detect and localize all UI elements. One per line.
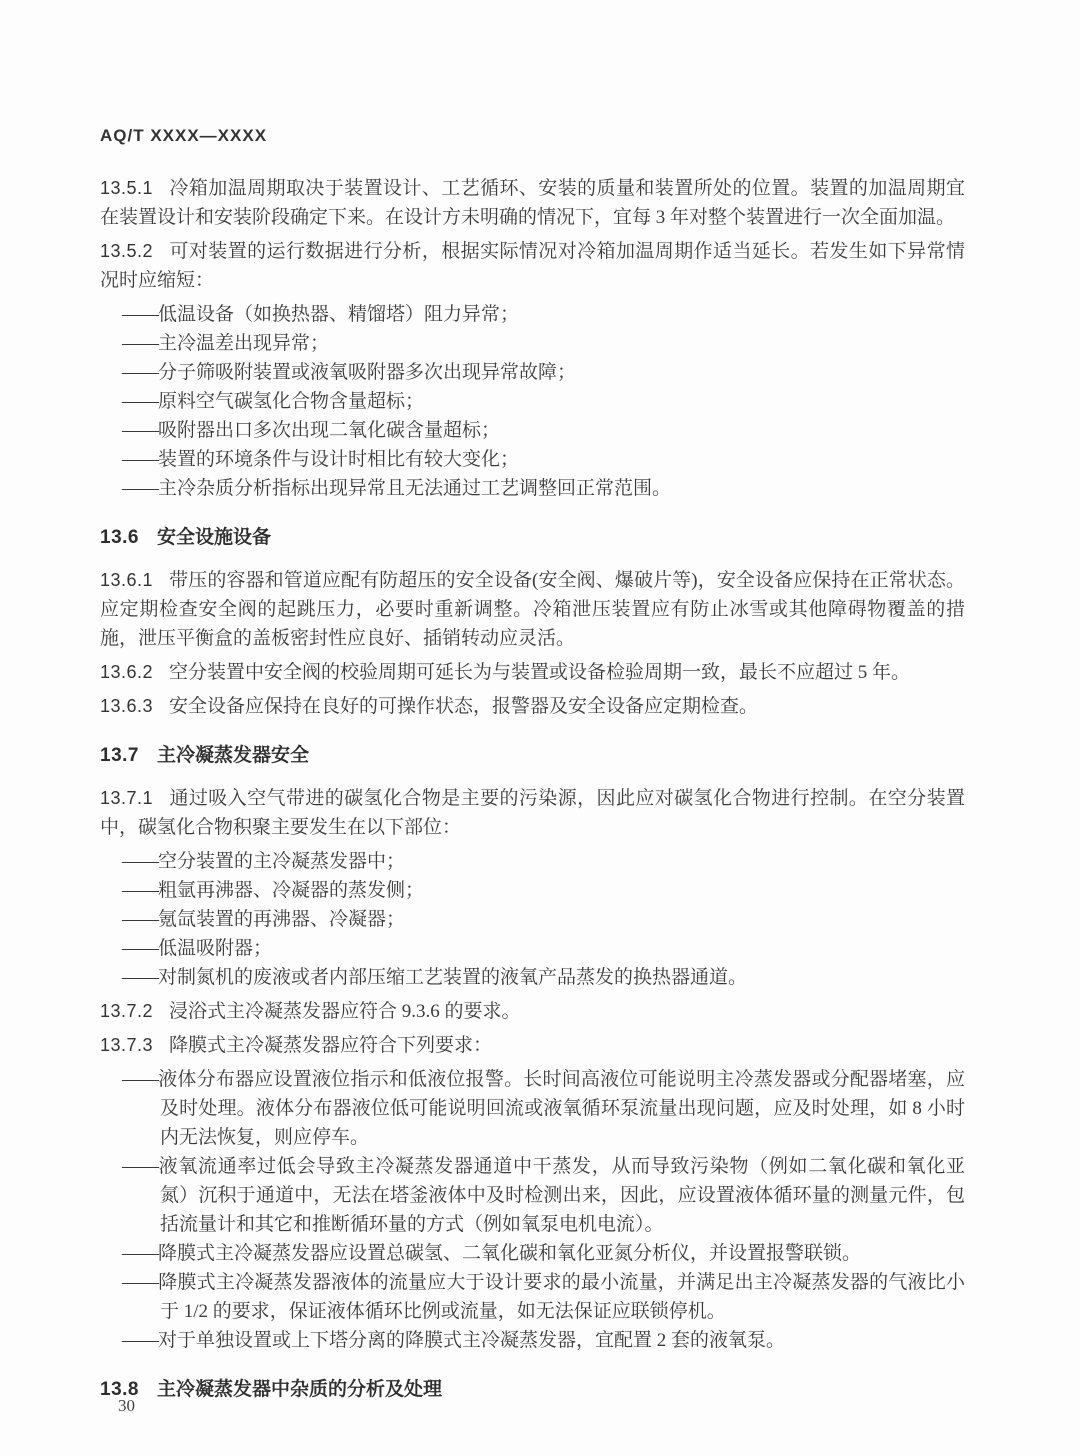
list-item-text: 对制氮机的废液或者内部压缩工艺装置的液氧产品蒸发的换热器通道。 xyxy=(158,967,748,988)
list-item xyxy=(100,934,965,963)
list-item xyxy=(100,1239,965,1268)
list-item-text: 空分装置的主冷凝蒸发器中； xyxy=(158,851,406,872)
list-dash: —— xyxy=(122,449,158,470)
document-body xyxy=(100,174,965,1404)
clause-number: 13.6.3 xyxy=(100,696,154,716)
list-dash: —— xyxy=(122,967,158,988)
list-dash: —— xyxy=(122,391,158,412)
running-header: AQ/T XXXX—XXXX xyxy=(100,126,268,145)
list-item xyxy=(100,905,965,934)
list-item xyxy=(100,300,965,329)
clause-text: 降膜式主冷凝蒸发器应符合下列要求： xyxy=(169,1035,493,1056)
clause-number: 13.5.1 xyxy=(100,178,154,198)
list-item-text: 吸附器出口多次出现二氧化碳含量超标； xyxy=(158,420,501,441)
list-dash: —— xyxy=(122,1069,158,1090)
list-item-text: 降膜式主冷凝蒸发器液体的流量应大于设计要求的最小流量，并满足出主冷凝蒸发器的气液比小于 1/2 的要求，保证液体循环比例或流量，如无法保证应联锁停机。 xyxy=(158,1272,965,1322)
list-item-text: 主冷温差出现异常； xyxy=(158,333,330,354)
clause-text: 冷箱加温周期取决于装置设计、工艺循环、安装的质量和装置所处的位置。装置的加温周期宜在装置设计和安装阶段确定下来。在设计方未明确的情况下，宜每 3 年对整个装置进行一次全面加温。 xyxy=(100,178,965,228)
list-dash: —— xyxy=(122,1330,158,1351)
clause-text: 安全设备应保持在良好的可操作状态，报警器及安全设备应定期检查。 xyxy=(169,696,759,717)
page-number: 30 xyxy=(118,1396,135,1415)
list-item xyxy=(100,847,965,876)
section-title: 安全设施设备 xyxy=(156,527,271,548)
list-item-text: 原料空气碳氢化合物含量超标； xyxy=(158,391,425,412)
section-number: 13.6 xyxy=(100,527,139,548)
list-item-text: 低温设备（如换热器、精馏塔）阻力异常； xyxy=(158,304,520,325)
list-item-text: 氪氙装置的再沸器、冷凝器； xyxy=(158,909,406,930)
clause-13-7-3 xyxy=(100,1031,965,1060)
list-item-text: 分子筛吸附装置或液氧吸附器多次出现异常故障； xyxy=(158,362,577,383)
list-dash: —— xyxy=(122,938,158,959)
list-item xyxy=(100,474,965,503)
clause-13-7-1 xyxy=(100,784,965,842)
list-item-text: 主冷杂质分析指标出现异常且无法通过工艺调整回正常范围。 xyxy=(158,478,672,499)
list-dash: —— xyxy=(122,478,158,499)
list-item xyxy=(100,387,965,416)
section-heading-13-7 xyxy=(100,741,965,770)
list-dash: —— xyxy=(122,851,158,872)
list-item xyxy=(100,1065,965,1152)
list-item xyxy=(100,416,965,445)
clause-number: 13.5.2 xyxy=(100,241,154,261)
list-item-text: 低温吸附器； xyxy=(158,938,273,959)
section-title: 主冷凝蒸发器中杂质的分析及处理 xyxy=(156,1379,442,1400)
clause-number: 13.7.2 xyxy=(100,1001,154,1021)
clause-text: 可对装置的运行数据进行分析，根据实际情况对冷箱加温周期作适当延长。若发生如下异常情况时应缩短： xyxy=(100,241,965,291)
list-item-text: 装置的环境条件与设计时相比有较大变化； xyxy=(158,449,520,470)
clause-number: 13.7.1 xyxy=(100,788,154,808)
clause-13-5-2 xyxy=(100,237,965,295)
clause-13-7-2 xyxy=(100,997,965,1026)
list-dash: —— xyxy=(122,1243,158,1264)
list-dash: —— xyxy=(122,304,158,325)
section-title: 主冷凝蒸发器安全 xyxy=(156,745,309,766)
list-dash: —— xyxy=(122,420,158,441)
list-item-text: 降膜式主冷凝蒸发器应设置总碳氢、二氧化碳和氧化亚氮分析仪，并设置报警联锁。 xyxy=(158,1243,862,1264)
list-dash: —— xyxy=(122,909,158,930)
section-heading-13-8 xyxy=(100,1375,965,1404)
clause-number: 13.7.3 xyxy=(100,1035,154,1055)
dash-list-13-5-2 xyxy=(100,300,965,503)
list-item xyxy=(100,358,965,387)
list-item xyxy=(100,445,965,474)
list-dash: —— xyxy=(122,1156,158,1177)
section-number: 13.7 xyxy=(100,745,139,766)
list-dash: —— xyxy=(122,880,158,901)
list-dash: —— xyxy=(122,333,158,354)
list-item-text: 对于单独设置或上下塔分离的降膜式主冷凝蒸发器，宜配置 2 套的液氧泵。 xyxy=(158,1330,786,1351)
clause-text: 通过吸入空气带进的碳氢化合物是主要的污染源，因此应对碳氢化合物进行控制。在空分装置中，碳氢化合物积聚主要发生在以下部位： xyxy=(100,788,965,838)
section-number: 13.8 xyxy=(100,1379,139,1400)
clause-13-5-1 xyxy=(100,174,965,232)
clause-text: 浸浴式主冷凝蒸发器应符合 9.3.6 的要求。 xyxy=(169,1001,521,1022)
list-item-text: 液体分布器应设置液位指示和低液位报警。长时间高液位可能说明主冷蒸发器或分配器堵塞，应及时处理。液体分布器液位低可能说明回流或液氧循环泵流量出现问题，应及时处理，如 8 小时内无法恢复，则应停车。 xyxy=(158,1069,965,1148)
list-item-text: 液氧流通率过低会导致主冷凝蒸发器通道中干蒸发，从而导致污染物（例如二氧化碳和氧化亚氮）沉积于通道中，无法在塔釜液体中及时检测出来，因此，应设置液体循环量的测量元件，包括流量计和其它和推断循环量的方式（例如氧泵电机电流）。 xyxy=(158,1156,965,1235)
list-item xyxy=(100,1268,965,1326)
list-item xyxy=(100,329,965,358)
list-dash: —— xyxy=(122,1272,158,1293)
clause-number: 13.6.1 xyxy=(100,570,154,590)
clause-text: 空分装置中安全阀的校验周期可延长为与装置或设备检验周期一致，最长不应超过 5 年。 xyxy=(169,662,911,683)
clause-13-6-2 xyxy=(100,658,965,687)
clause-text: 带压的容器和管道应配有防超压的安全设备(安全阀、爆破片等)，安全设备应保持在正常状态。应定期检查安全阀的起跳压力，必要时重新调整。冷箱泄压装置应有防止冰雪或其他障碍物覆盖的措施，泄压平衡盒的盖板密封性应良好、插销转动应灵活。 xyxy=(100,570,965,649)
dash-list-13-7-1 xyxy=(100,847,965,992)
list-item xyxy=(100,1326,965,1355)
list-item-text: 粗氩再沸器、冷凝器的蒸发侧； xyxy=(158,880,425,901)
list-item xyxy=(100,1152,965,1239)
section-heading-13-6 xyxy=(100,523,965,552)
clause-13-6-1 xyxy=(100,566,965,653)
clause-number: 13.6.2 xyxy=(100,662,154,682)
clause-13-6-3 xyxy=(100,692,965,721)
dash-list-13-7-3 xyxy=(100,1065,965,1355)
list-item xyxy=(100,963,965,992)
list-dash: —— xyxy=(122,362,158,383)
list-item xyxy=(100,876,965,905)
